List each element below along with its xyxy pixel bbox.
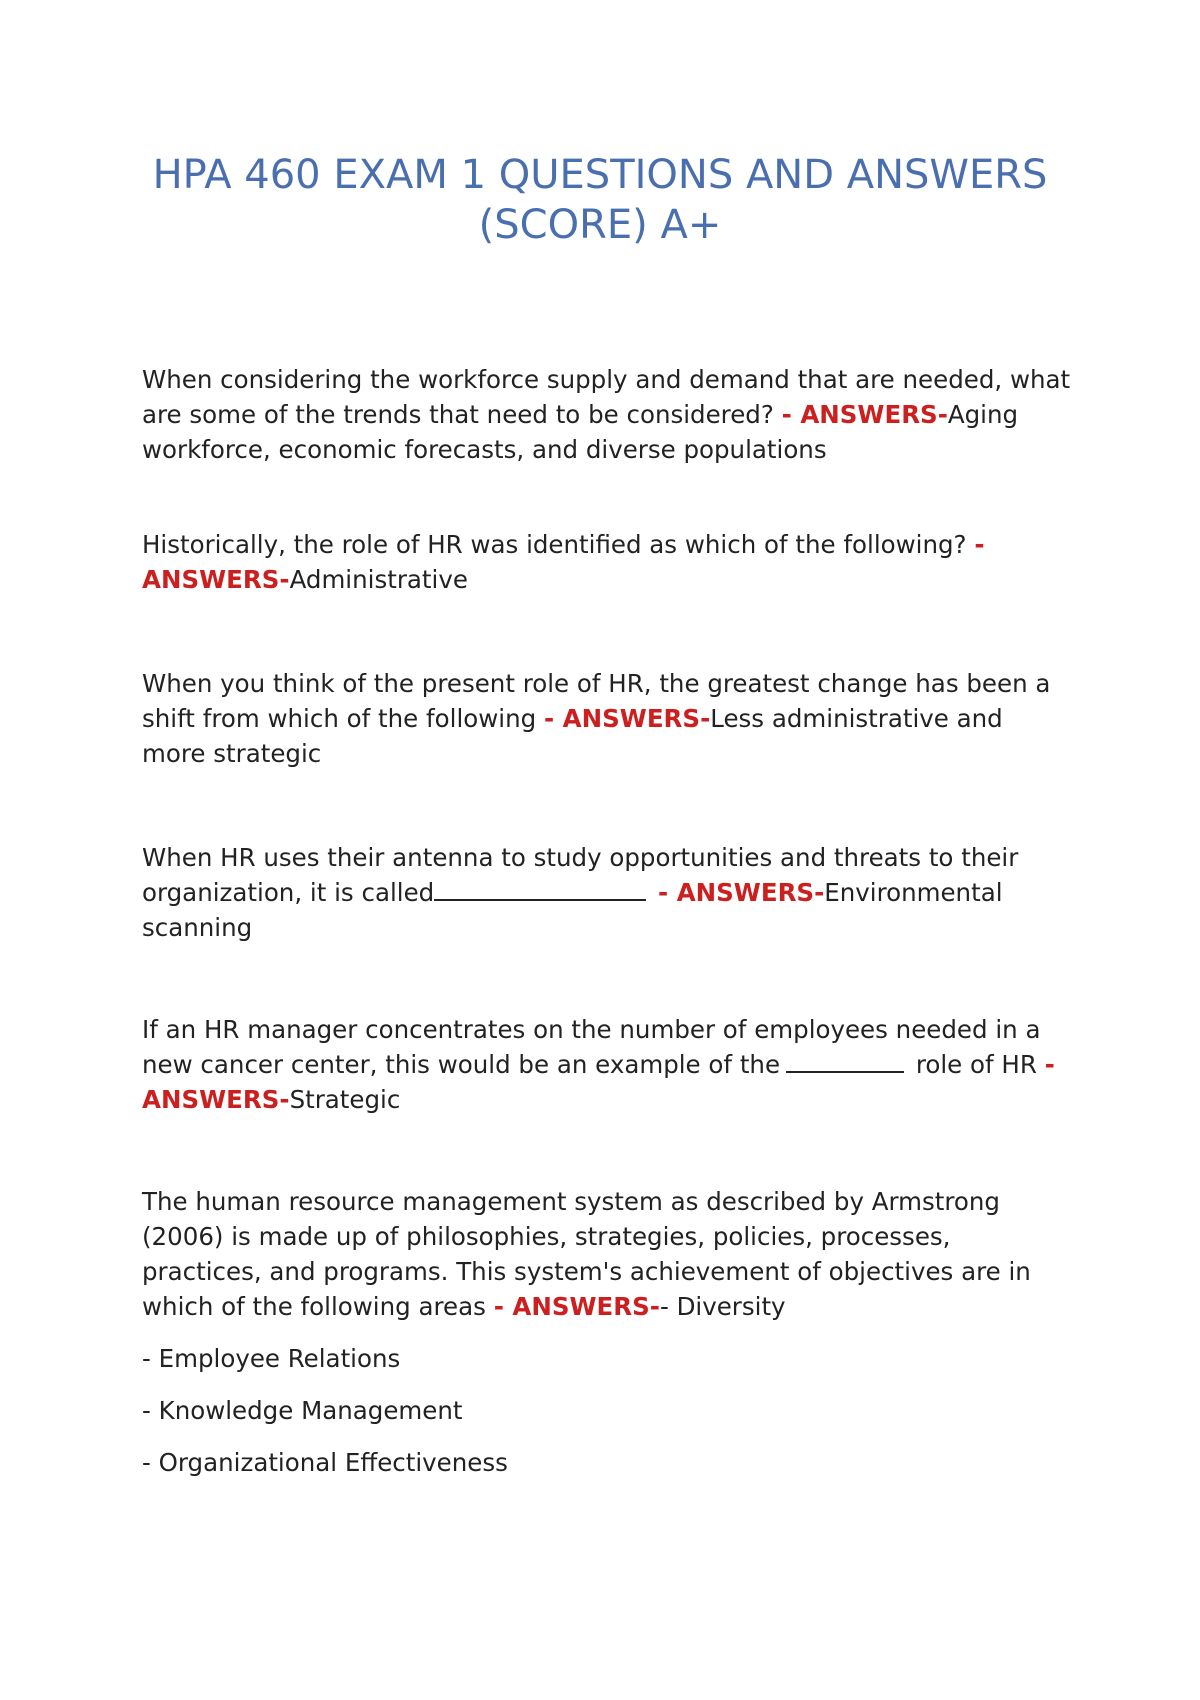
answer-text: Aging workforce, economic forecasts, and diverse populations xyxy=(142,400,1019,464)
answers-label: - ANSWERS- xyxy=(142,1050,1055,1114)
title-line-2: (SCORE) A+ xyxy=(478,202,722,248)
answers-label: - ANSWERS- xyxy=(493,1292,660,1321)
answer-text: Less administrative and more strategic xyxy=(142,704,1003,768)
question-text: When considering the workforce supply and demand that are needed, what are some of the trends that need to be considered? xyxy=(142,365,1071,429)
qa-item-5 xyxy=(142,1012,1072,1117)
qa-item-4 xyxy=(142,840,1072,945)
qa-item-2 xyxy=(142,527,1072,597)
question-text-tail xyxy=(650,878,658,907)
answer-text: Administrative xyxy=(289,565,468,594)
question-text: When you think of the present role of HR, the greatest change has been a shift from which of the following xyxy=(142,669,1051,733)
question-text-tail: role of HR xyxy=(908,1050,1045,1079)
qa-item-6 xyxy=(142,1184,1072,1324)
answer-blank xyxy=(434,875,646,901)
question-text: The human resource management system as described by Armstrong (2006) is made up of philosophies, strategies, policies, processes, practices, and programs. This system's achievement of objectives are in which of the following areas xyxy=(142,1187,1031,1321)
qa-item-1 xyxy=(142,362,1072,467)
answer-text: Environmental scanning xyxy=(142,878,1003,942)
answers-label: - ANSWERS- xyxy=(658,878,825,907)
answer-list-item: - Employee Relations xyxy=(142,1344,401,1373)
answer-text: Strategic xyxy=(289,1085,401,1114)
answer-list-item: - Organizational Effectiveness xyxy=(142,1448,508,1477)
title-line-1: HPA 460 EXAM 1 QUESTIONS AND ANSWERS xyxy=(152,152,1048,198)
answer-blank xyxy=(786,1047,904,1073)
question-text: Historically, the role of HR was identified as which of the following? xyxy=(142,530,975,559)
qa-item-3 xyxy=(142,666,1072,771)
answer-text: - Diversity xyxy=(659,1292,786,1321)
answers-label: - ANSWERS- xyxy=(142,530,985,594)
question-text: When HR uses their antenna to study opportunities and threats to their organization, it is called xyxy=(142,843,1019,907)
answers-label: - ANSWERS- xyxy=(543,704,711,733)
answer-list-item: - Knowledge Management xyxy=(142,1396,463,1425)
document-title xyxy=(120,150,1080,250)
question-text: If an HR manager concentrates on the number of employees needed in a new cancer center, this would be an example of the xyxy=(142,1015,1041,1079)
answers-label: - ANSWERS- xyxy=(781,400,948,429)
